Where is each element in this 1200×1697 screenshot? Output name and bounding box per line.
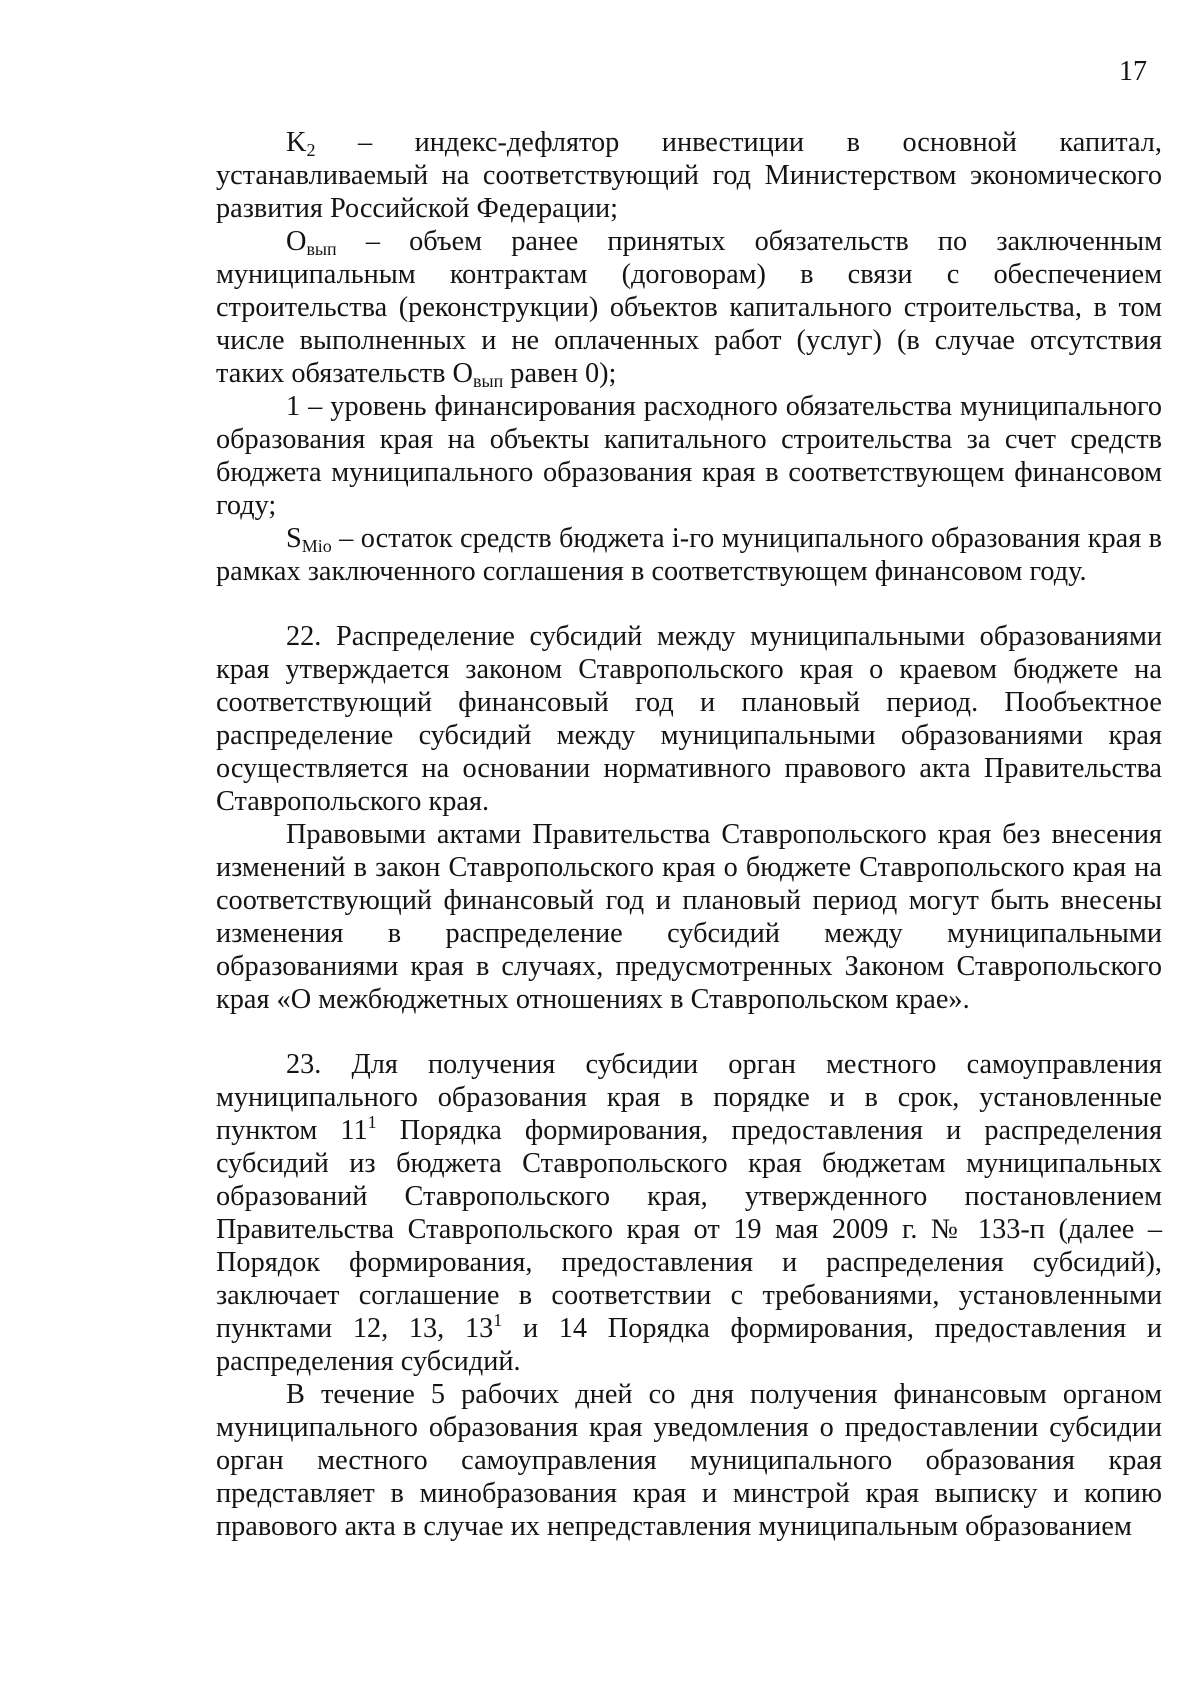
paragraph-smio-definition (216, 522, 1162, 588)
document-body (216, 126, 1162, 1543)
paragraph-level-definition (216, 390, 1162, 522)
paragraph-text: и 14 Порядка формирования, предоставления и распределения субсидий. (216, 1313, 1162, 1377)
subscript: вып (473, 371, 504, 391)
paragraph-k2-definition (216, 126, 1162, 225)
superscript: 1 (493, 1310, 503, 1330)
subscript: вып (306, 239, 337, 259)
paragraph-text: 1 – уровень финансирования расходного обязательства муниципального образования края на объекты капитального строительства за счет средств бюджета муниципального образования края в соответствующем финансовом году; (216, 391, 1162, 521)
superscript: 1 (367, 1112, 377, 1132)
paragraph-22-continued (216, 818, 1162, 1016)
paragraph-text: – остаток средств бюджета i-го муниципального образования края в рамках заключенного соглашения в соответствующем финансовом году. (216, 523, 1162, 587)
paragraph-23 (216, 1048, 1162, 1378)
paragraph-23-continued (216, 1378, 1162, 1543)
paragraph-text: – индекс-дефлятор инвестиции в основной капитал, устанавливаемый на соответствующий год Министерством экономического развития Российской Федерации; (216, 127, 1162, 224)
paragraph-text: – объем ранее принятых обязательств по заключенным муниципальным контрактам (договорам) в связи с обеспечением строительства (реконструкции) объектов капитального строительства, в том числе выполненных и не оплаченных работ (услуг) (в случае отсутствия таких обязательств O (216, 226, 1162, 389)
paragraph-text: В течение 5 рабочих дней со дня получения финансовым органом муниципального образования края уведомления о предоставлении субсидии орган местного самоуправления муниципального образования края представляет в минобразования края и минстрой края выписку и копию правового акта в случае их непредставления муниципальным образованием (216, 1379, 1162, 1542)
paragraph-ovyp-definition (216, 225, 1162, 390)
symbol-k: K (286, 127, 307, 158)
paragraph-text: 22. Распределение субсидий между муниципальными образованиями края утверждается законом Ставропольского края о краевом бюджете на соответствующий финансовый год и плановый период. Пообъектное распределение субсидий между муниципальными образованиями края осуществляется на основании нормативного правового акта Правительства Ставропольского края. (216, 621, 1162, 817)
subscript: 2 (306, 140, 316, 160)
paragraph-22 (216, 620, 1162, 818)
page-number: 17 (1119, 56, 1147, 87)
paragraph-text: Правовыми актами Правительства Ставропольского края без внесения изменений в закон Ставропольского края о бюджете Ставропольского края на соответствующий финансовый год и плановый период могут быть внесены изменения в распределение субсидий между муниципальными образованиями края в случаях, предусмотренных Законом Ставропольского края «О межбюджетных отношениях в Ставропольском крае». (216, 819, 1162, 1015)
paragraph-text: равен 0); (503, 358, 617, 389)
paragraph-text: 23. Для получения субсидии орган местного самоуправления муниципального образования края в порядке и в срок, установленные пунктом 11 (216, 1049, 1162, 1146)
symbol-o: O (286, 226, 307, 257)
paragraph-text: Порядка формирования, предоставления и распределения субсидий из бюджета Ставропольского края бюджетам муниципальных образований Ставропольского края, утвержденного постановлением Правительства Ставропольского края от 19 мая 2009 г. № 133-п (далее – Порядок формирования, предоставления и распределения субсидий), заключает соглашение в соответствии с требованиями, установленными пунктами 12, 13, 13 (216, 1115, 1163, 1344)
subscript: Mio (301, 536, 332, 556)
symbol-s: S (286, 523, 302, 554)
